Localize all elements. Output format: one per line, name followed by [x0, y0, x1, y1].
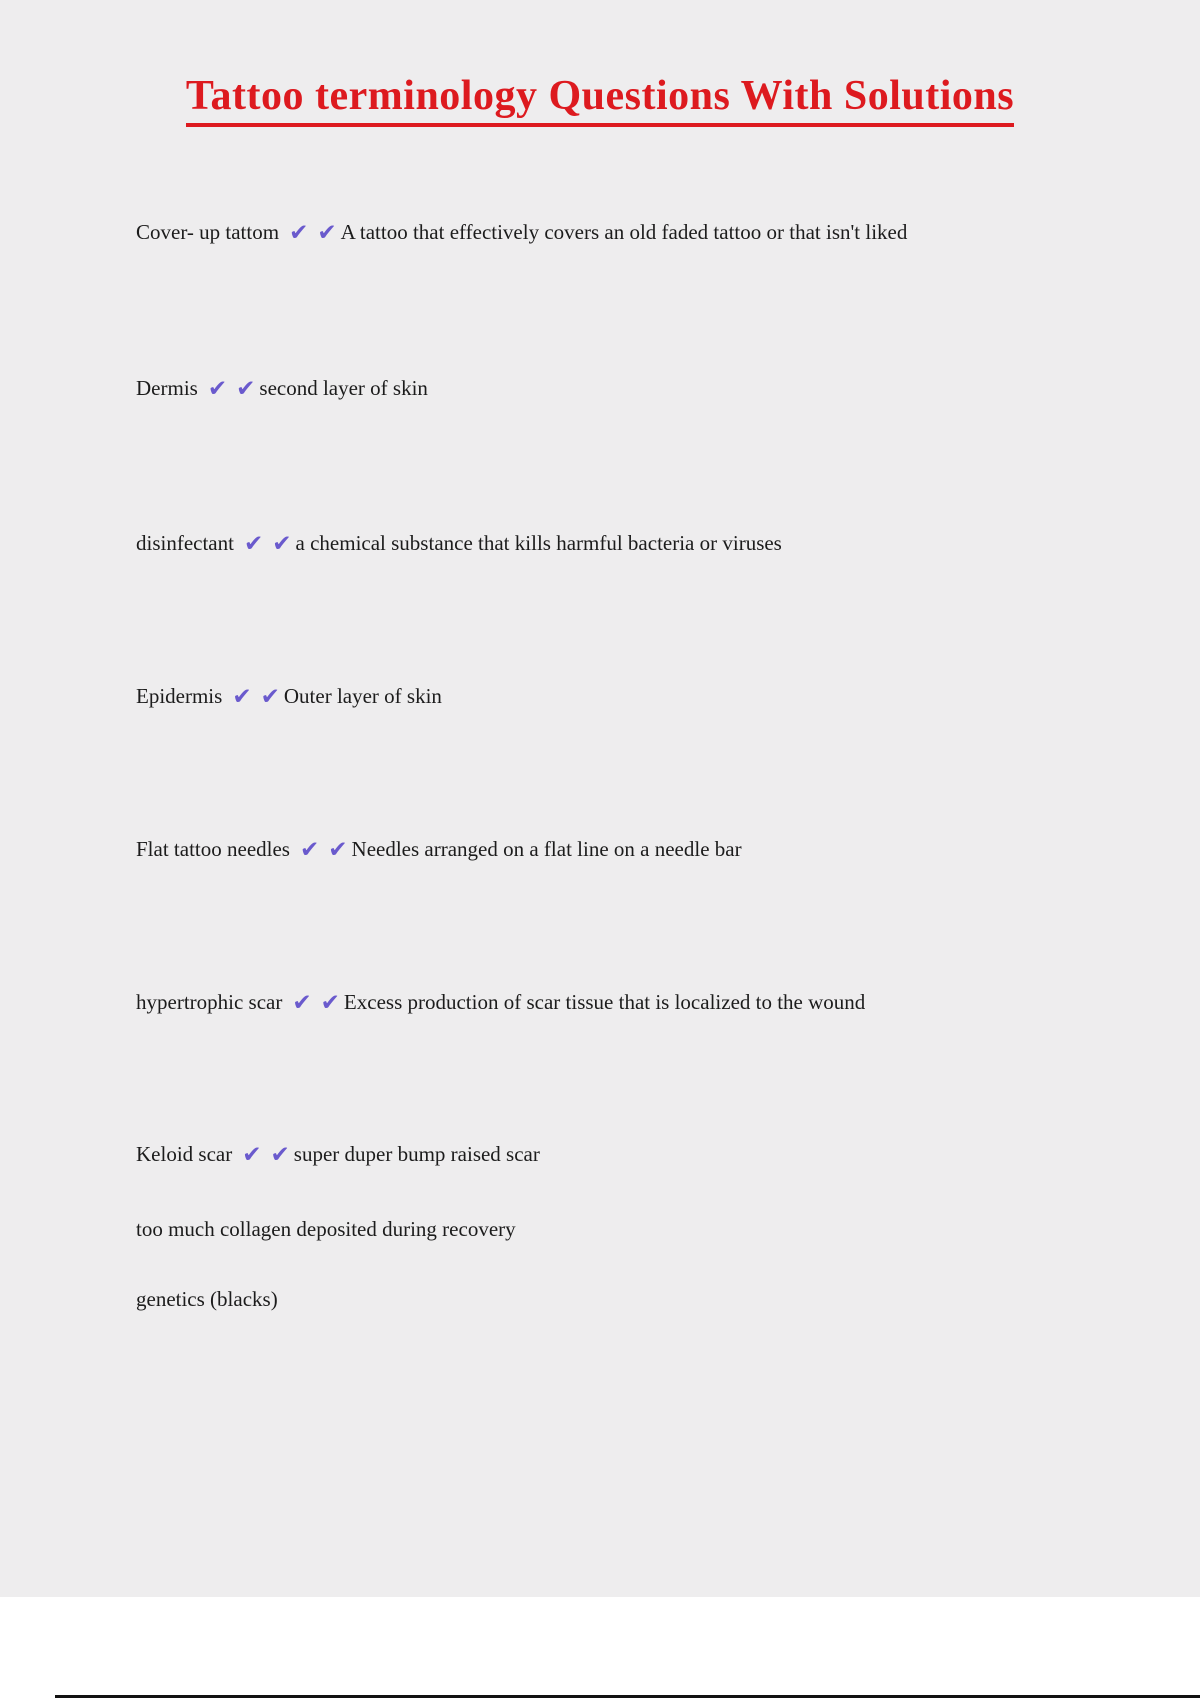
qa-term: Cover- up tattom — [136, 220, 280, 244]
qa-term: Epidermis — [136, 684, 223, 708]
check-icon: ✔ — [289, 220, 309, 246]
check-icon: ✔ — [243, 531, 264, 557]
page-title — [0, 72, 1200, 127]
double-check-icons — [289, 220, 339, 246]
check-icon: ✔ — [317, 220, 337, 246]
double-check-icons — [244, 531, 294, 557]
check-icon: ✔ — [270, 1142, 290, 1168]
double-check-icons — [300, 837, 350, 863]
check-icon: ✔ — [236, 376, 256, 402]
check-icon: ✔ — [320, 990, 340, 1016]
qa-term: hypertrophic scar — [136, 990, 283, 1014]
qa-answer: Needles arranged on a flat line on a needle bar — [351, 837, 742, 861]
qa-answer: Excess production of scar tissue that is localized to the wound — [343, 990, 866, 1014]
qa-answer: a chemical substance that kills harmful bacteria or viruses — [295, 531, 782, 555]
qa-row — [136, 990, 1156, 1016]
check-icon: ✔ — [242, 1142, 262, 1168]
qa-term: Flat tattoo needles — [136, 837, 290, 861]
check-icon: ✔ — [260, 684, 280, 710]
check-icon: ✔ — [328, 837, 348, 863]
double-check-icons — [208, 376, 258, 402]
qa-term: disinfectant — [136, 531, 234, 555]
qa-row — [136, 684, 1156, 710]
check-icon: ✔ — [272, 531, 292, 557]
qa-term: Dermis — [136, 376, 198, 400]
qa-row — [136, 837, 1156, 863]
double-check-icons — [242, 1142, 292, 1168]
answer-continuation: too much collagen deposited during recovery — [136, 1217, 516, 1241]
double-check-icons — [292, 990, 342, 1016]
check-icon: ✔ — [299, 837, 320, 863]
footer-whitespace — [0, 1597, 1200, 1700]
qa-answer: super duper bump raised scar — [293, 1142, 540, 1166]
footer-divider-line — [55, 1695, 1200, 1698]
double-check-icons — [232, 684, 282, 710]
check-icon: ✔ — [207, 376, 228, 402]
answer-continuation: genetics (blacks) — [136, 1287, 278, 1311]
qa-row — [136, 220, 1156, 246]
qa-row — [136, 376, 1156, 402]
check-icon: ✔ — [232, 684, 252, 710]
qa-row — [136, 1142, 1156, 1168]
qa-row — [136, 531, 1156, 557]
page-title-text: Tattoo terminology Questions With Solutions — [186, 72, 1014, 127]
qa-answer: second layer of skin — [259, 376, 428, 400]
qa-answer: A tattoo that effectively covers an old faded tattoo or that isn't liked — [340, 220, 908, 244]
qa-answer: Outer layer of skin — [283, 684, 442, 708]
check-icon: ✔ — [292, 990, 312, 1016]
qa-term: Keloid scar — [136, 1142, 233, 1166]
